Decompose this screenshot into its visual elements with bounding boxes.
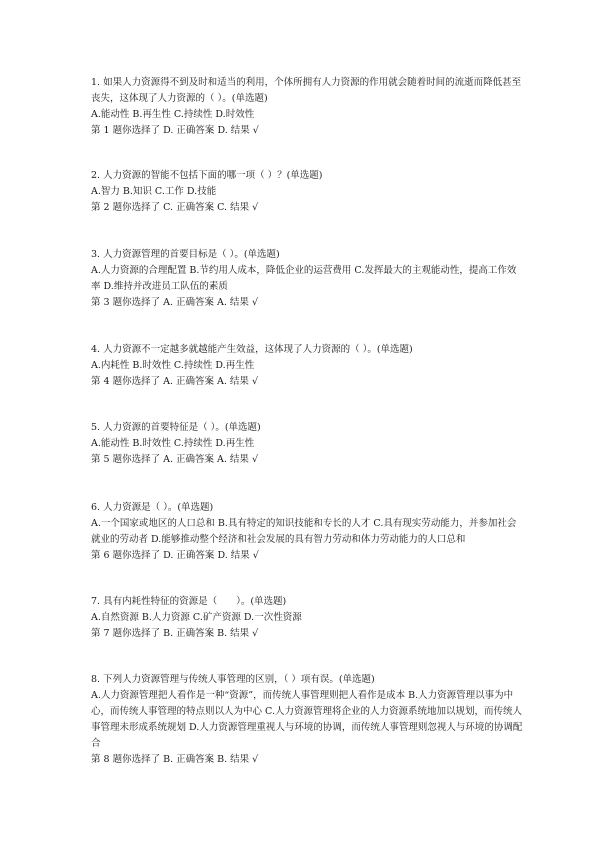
- question-stem: 1. 如果人力资源得不到及时和适当的利用，个体所拥有人力资源的作用就会随着时间的流逝而降低甚至丧失，这体现了人力资源的（ ）。(单选题): [91, 77, 522, 104]
- question-block: [91, 500, 523, 564]
- question-stem: 4. 人力资源不一定越多就越能产生效益，这体现了人力资源的（ ）。(单选题): [91, 344, 413, 355]
- question-options: A.人力资源管理把人看作是一种“资源”，而传统人事管理则把人看作是成本 B.人力资源管理以事为中心，而传统人事管理的特点则以人为中心 C.人力资源管理将企业的人力资源系统地加以规划，而传统人事管理未形成系统规划 D.人力资源管理重视人与环境的协调，而传统人事管理则忽视人与环境的协调配合: [91, 690, 523, 749]
- question-options: A.人力资源的合理配置 B.节约用人成本，降低企业的运营费用 C.发挥最大的主观能动性，提高工作效率 D.维持并改进员工队伍的素质: [91, 265, 517, 292]
- question-result: 第 7 题你选择了 B. 正确答案 B. 结果 √: [91, 628, 259, 639]
- question-block: [91, 420, 523, 468]
- question-result: 第 5 题你选择了 A. 正确答案 A. 结果 √: [91, 454, 258, 465]
- question-result: 第 2 题你选择了 C. 正确答案 C. 结果 √: [91, 202, 259, 213]
- question-block: [91, 594, 523, 642]
- question-stem: 8. 下列人力资源管理与传统人事管理的区别，（ ）项有误。(单选题): [91, 674, 375, 685]
- question-block: [91, 342, 523, 390]
- question-result: 第 6 题你选择了 D. 正确答案 D. 结果 √: [91, 550, 259, 561]
- question-stem: 2. 人力资源的智能不包括下面的哪一项（ ）？(单选题): [91, 170, 323, 181]
- question-stem: 6. 人力资源是（ ）。(单选题): [91, 502, 214, 513]
- question-options: A.能动性 B.再生性 C.持续性 D.时效性: [91, 109, 255, 120]
- question-block: [91, 168, 523, 216]
- question-options: A.智力 B.知识 C.工作 D.技能: [91, 186, 217, 197]
- question-options: A.自然资源 B.人力资源 C.矿产资源 D.一次性资源: [91, 612, 302, 623]
- question-block: [91, 75, 523, 139]
- question-result: 第 3 题你选择了 A. 正确答案 A. 结果 √: [91, 297, 258, 308]
- question-options: A.能动性 B.时效性 C.持续性 D.再生性: [91, 438, 255, 449]
- question-stem: 5. 人力资源的首要特征是（ ）。(单选题): [91, 422, 261, 433]
- question-options: A.一个国家或地区的人口总和 B.具有特定的知识技能和专长的人才 C.具有现实劳动能力，并参加社会就业的劳动者 D.能够推动整个经济和社会发展的具有智力劳动和体力劳动能力的人口总和: [91, 518, 517, 545]
- question-block: [91, 672, 523, 768]
- question-result: 第 8 题你选择了 B. 正确答案 B. 结果 √: [91, 754, 259, 765]
- question-block: [91, 247, 523, 311]
- question-stem: 7. 具有内耗性特征的资源是（ ）。(单选题): [91, 596, 287, 607]
- question-result: 第 4 题你选择了 A. 正确答案 A. 结果 √: [91, 376, 258, 387]
- question-options: A.内耗性 B.时效性 C.持续性 D.再生性: [91, 360, 255, 371]
- question-result: 第 1 题你选择了 D. 正确答案 D. 结果 √: [91, 125, 259, 136]
- question-stem: 3. 人力资源管理的首要目标是（ ）。(单选题): [91, 249, 280, 260]
